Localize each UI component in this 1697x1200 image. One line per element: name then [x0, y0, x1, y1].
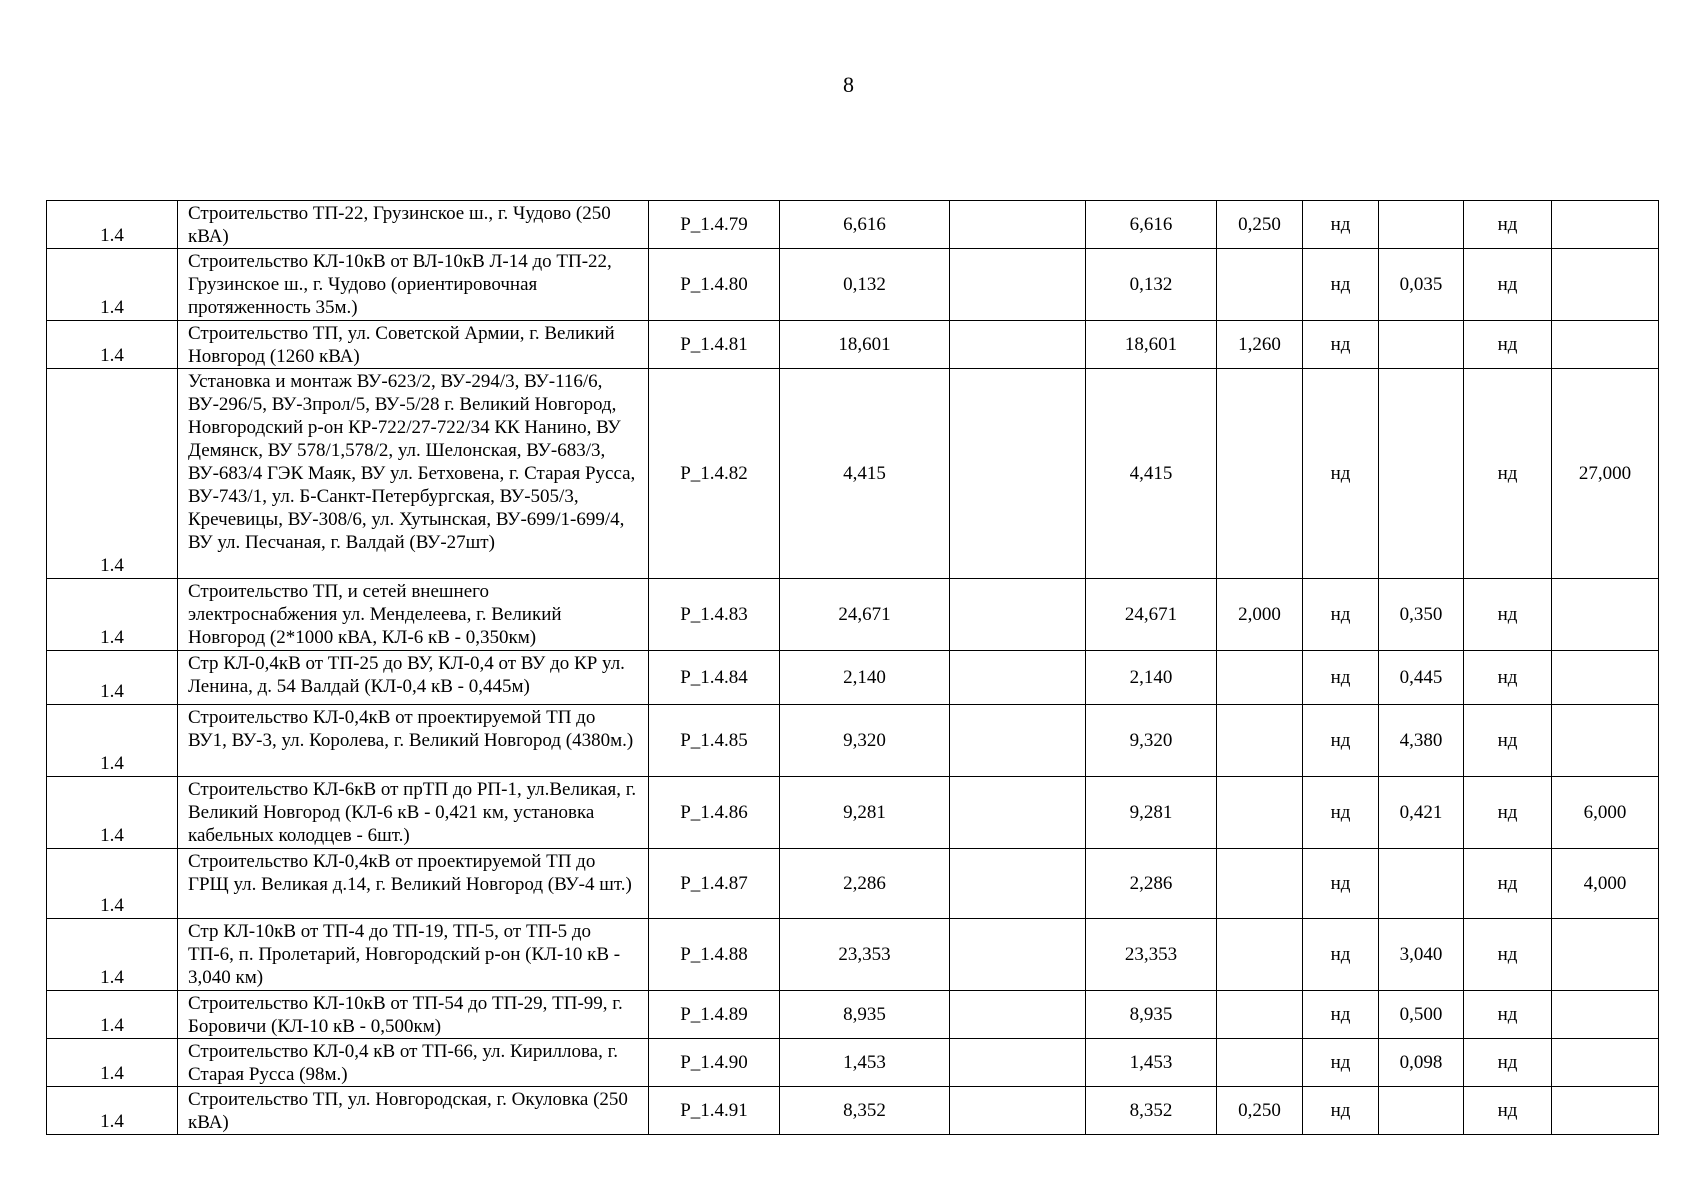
- nd-cell-2: нд: [1464, 1039, 1552, 1087]
- table-row: [47, 201, 1659, 249]
- project-code-cell: P_1.4.86: [649, 777, 780, 849]
- nd-cell-2: нд: [1464, 651, 1552, 705]
- value-cell-2: [950, 777, 1086, 849]
- table-row: [47, 369, 1659, 579]
- investment-table: [46, 200, 1659, 1135]
- length-cell: [1379, 1087, 1464, 1135]
- project-code-cell: P_1.4.82: [649, 369, 780, 579]
- section-cell: 1.4: [47, 1039, 178, 1087]
- section-cell: 1.4: [47, 651, 178, 705]
- units-cell: [1552, 1087, 1659, 1135]
- description-cell: Стр КЛ-0,4кВ от ТП-25 до ВУ, КЛ-0,4 от ВУ до КР ул. Ленина, д. 54 Валдай (КЛ-0,4 кВ - 0,445м): [178, 651, 649, 705]
- value-cell-3: 24,671: [1086, 579, 1217, 651]
- capacity-cell: 2,000: [1217, 579, 1303, 651]
- length-cell: [1379, 369, 1464, 579]
- value-cell-2: [950, 849, 1086, 919]
- value-cell-1: 4,415: [780, 369, 950, 579]
- section-cell: 1.4: [47, 249, 178, 321]
- value-cell-2: [950, 201, 1086, 249]
- units-cell: 27,000: [1552, 369, 1659, 579]
- nd-cell-2: нд: [1464, 1087, 1552, 1135]
- section-cell: 1.4: [47, 991, 178, 1039]
- nd-cell-1: нд: [1303, 369, 1379, 579]
- length-cell: 4,380: [1379, 705, 1464, 777]
- value-cell-2: [950, 321, 1086, 369]
- value-cell-3: 2,286: [1086, 849, 1217, 919]
- nd-cell-1: нд: [1303, 1039, 1379, 1087]
- value-cell-1: 8,352: [780, 1087, 950, 1135]
- project-code-cell: P_1.4.81: [649, 321, 780, 369]
- units-cell: 4,000: [1552, 849, 1659, 919]
- length-cell: 0,350: [1379, 579, 1464, 651]
- value-cell-3: 0,132: [1086, 249, 1217, 321]
- project-code-cell: P_1.4.87: [649, 849, 780, 919]
- table-row: [47, 991, 1659, 1039]
- nd-cell-2: нд: [1464, 249, 1552, 321]
- project-code-cell: P_1.4.85: [649, 705, 780, 777]
- value-cell-2: [950, 705, 1086, 777]
- value-cell-1: 18,601: [780, 321, 950, 369]
- description-cell: Строительство КЛ-6кВ от прТП до РП-1, ул.Великая, г. Великий Новгород (КЛ-6 кВ - 0,421 км, установка кабельных колодцев - 6шт.): [178, 777, 649, 849]
- value-cell-2: [950, 919, 1086, 991]
- units-cell: [1552, 1039, 1659, 1087]
- length-cell: 3,040: [1379, 919, 1464, 991]
- value-cell-1: 23,353: [780, 919, 950, 991]
- capacity-cell: [1217, 1039, 1303, 1087]
- capacity-cell: [1217, 249, 1303, 321]
- nd-cell-2: нд: [1464, 849, 1552, 919]
- capacity-cell: [1217, 849, 1303, 919]
- table-row: [47, 321, 1659, 369]
- capacity-cell: [1217, 369, 1303, 579]
- section-cell: 1.4: [47, 1087, 178, 1135]
- nd-cell-1: нд: [1303, 249, 1379, 321]
- capacity-cell: [1217, 705, 1303, 777]
- capacity-cell: [1217, 919, 1303, 991]
- project-code-cell: P_1.4.88: [649, 919, 780, 991]
- nd-cell-1: нд: [1303, 991, 1379, 1039]
- value-cell-2: [950, 651, 1086, 705]
- nd-cell-2: нд: [1464, 919, 1552, 991]
- length-cell: 0,421: [1379, 777, 1464, 849]
- value-cell-3: 18,601: [1086, 321, 1217, 369]
- nd-cell-2: нд: [1464, 321, 1552, 369]
- nd-cell-2: нд: [1464, 579, 1552, 651]
- table-row: [47, 579, 1659, 651]
- nd-cell-2: нд: [1464, 705, 1552, 777]
- section-cell: 1.4: [47, 849, 178, 919]
- value-cell-2: [950, 1039, 1086, 1087]
- capacity-cell: [1217, 777, 1303, 849]
- table-row: [47, 1087, 1659, 1135]
- description-cell: Строительство КЛ-10кВ от ТП-54 до ТП-29, ТП-99, г. Боровичи (КЛ-10 кВ - 0,500км): [178, 991, 649, 1039]
- capacity-cell: [1217, 991, 1303, 1039]
- table-body: [47, 201, 1659, 1135]
- capacity-cell: [1217, 651, 1303, 705]
- value-cell-2: [950, 369, 1086, 579]
- value-cell-1: 9,281: [780, 777, 950, 849]
- value-cell-1: 6,616: [780, 201, 950, 249]
- nd-cell-1: нд: [1303, 849, 1379, 919]
- value-cell-3: 23,353: [1086, 919, 1217, 991]
- nd-cell-1: нд: [1303, 201, 1379, 249]
- project-code-cell: P_1.4.84: [649, 651, 780, 705]
- nd-cell-1: нд: [1303, 1087, 1379, 1135]
- units-cell: [1552, 991, 1659, 1039]
- section-cell: 1.4: [47, 321, 178, 369]
- length-cell: [1379, 201, 1464, 249]
- units-cell: [1552, 249, 1659, 321]
- value-cell-2: [950, 991, 1086, 1039]
- nd-cell-2: нд: [1464, 369, 1552, 579]
- nd-cell-1: нд: [1303, 651, 1379, 705]
- project-code-cell: P_1.4.89: [649, 991, 780, 1039]
- capacity-cell: 0,250: [1217, 201, 1303, 249]
- table-row: [47, 651, 1659, 705]
- nd-cell-1: нд: [1303, 321, 1379, 369]
- section-cell: 1.4: [47, 777, 178, 849]
- value-cell-1: 8,935: [780, 991, 950, 1039]
- description-cell: Строительство ТП, ул. Новгородская, г. Окуловка (250 кВА): [178, 1087, 649, 1135]
- value-cell-2: [950, 249, 1086, 321]
- value-cell-1: 2,286: [780, 849, 950, 919]
- length-cell: 0,445: [1379, 651, 1464, 705]
- value-cell-1: 9,320: [780, 705, 950, 777]
- table-row: [47, 1039, 1659, 1087]
- value-cell-3: 2,140: [1086, 651, 1217, 705]
- value-cell-3: 6,616: [1086, 201, 1217, 249]
- description-cell: Строительство КЛ-0,4кВ от проектируемой ТП до ГРЩ ул. Великая д.14, г. Великий Новгород (ВУ-4 шт.): [178, 849, 649, 919]
- project-code-cell: P_1.4.80: [649, 249, 780, 321]
- table-row: [47, 705, 1659, 777]
- section-cell: 1.4: [47, 369, 178, 579]
- project-code-cell: P_1.4.91: [649, 1087, 780, 1135]
- nd-cell-1: нд: [1303, 777, 1379, 849]
- value-cell-3: 4,415: [1086, 369, 1217, 579]
- description-cell: Строительство КЛ-10кВ от ВЛ-10кВ Л-14 до ТП-22, Грузинское ш., г. Чудово (ориентировочная протяженность 35м.): [178, 249, 649, 321]
- length-cell: [1379, 321, 1464, 369]
- length-cell: 0,098: [1379, 1039, 1464, 1087]
- units-cell: [1552, 651, 1659, 705]
- section-cell: 1.4: [47, 579, 178, 651]
- page-number: 8: [843, 72, 854, 97]
- value-cell-3: 9,281: [1086, 777, 1217, 849]
- project-code-cell: P_1.4.83: [649, 579, 780, 651]
- units-cell: 6,000: [1552, 777, 1659, 849]
- nd-cell-2: нд: [1464, 777, 1552, 849]
- value-cell-1: 0,132: [780, 249, 950, 321]
- project-code-cell: P_1.4.79: [649, 201, 780, 249]
- description-cell: Строительство ТП, и сетей внешнего электроснабжения ул. Менделеева, г. Великий Новгород (2*1000 кВА, КЛ-6 кВ - 0,350км): [178, 579, 649, 651]
- description-cell: Строительство КЛ-0,4кВ от проектируемой ТП до ВУ1, ВУ-3, ул. Королева, г. Великий Новгород (4380м.): [178, 705, 649, 777]
- value-cell-1: 2,140: [780, 651, 950, 705]
- section-cell: 1.4: [47, 919, 178, 991]
- value-cell-1: 1,453: [780, 1039, 950, 1087]
- length-cell: 0,500: [1379, 991, 1464, 1039]
- table-row: [47, 919, 1659, 991]
- nd-cell-2: нд: [1464, 991, 1552, 1039]
- description-cell: Установка и монтаж ВУ-623/2, ВУ-294/3, ВУ-116/6, ВУ-296/5, ВУ-3прол/5, ВУ-5/28 г. Великий Новгород, Новгородский р-он КР-722/27-722/34 КК Нанино, ВУ Демянск, ВУ 578/1,578/2, ул. Шелонская, ВУ-683/3, ВУ-683/4 ГЭК Маяк, ВУ ул. Бетховена, г. Старая Русса, ВУ-743/1, ул. Б-Санкт-Петербургская, ВУ-505/3, Кречевицы, ВУ-308/6, ул. Хутынская, ВУ-699/1-699/4, ВУ ул. Песчаная, г. Валдай (ВУ-27шт): [178, 369, 649, 579]
- length-cell: [1379, 849, 1464, 919]
- value-cell-3: 1,453: [1086, 1039, 1217, 1087]
- value-cell-2: [950, 1087, 1086, 1135]
- description-cell: Строительство ТП, ул. Советской Армии, г. Великий Новгород (1260 кВА): [178, 321, 649, 369]
- description-cell: Строительство КЛ-0,4 кВ от ТП-66, ул. Кириллова, г. Старая Русса (98м.): [178, 1039, 649, 1087]
- nd-cell-1: нд: [1303, 919, 1379, 991]
- table-row: [47, 777, 1659, 849]
- section-cell: 1.4: [47, 201, 178, 249]
- project-code-cell: P_1.4.90: [649, 1039, 780, 1087]
- capacity-cell: 0,250: [1217, 1087, 1303, 1135]
- description-cell: Стр КЛ-10кВ от ТП-4 до ТП-19, ТП-5, от ТП-5 до ТП-6, п. Пролетарий, Новгородский р-он (КЛ-10 кВ - 3,040 км): [178, 919, 649, 991]
- units-cell: [1552, 321, 1659, 369]
- table-row: [47, 249, 1659, 321]
- units-cell: [1552, 705, 1659, 777]
- value-cell-3: 9,320: [1086, 705, 1217, 777]
- value-cell-3: 8,935: [1086, 991, 1217, 1039]
- capacity-cell: 1,260: [1217, 321, 1303, 369]
- description-cell: Строительство ТП-22, Грузинское ш., г. Чудово (250 кВА): [178, 201, 649, 249]
- units-cell: [1552, 919, 1659, 991]
- nd-cell-1: нд: [1303, 579, 1379, 651]
- value-cell-1: 24,671: [780, 579, 950, 651]
- units-cell: [1552, 579, 1659, 651]
- nd-cell-2: нд: [1464, 201, 1552, 249]
- table-row: [47, 849, 1659, 919]
- length-cell: 0,035: [1379, 249, 1464, 321]
- units-cell: [1552, 201, 1659, 249]
- section-cell: 1.4: [47, 705, 178, 777]
- value-cell-2: [950, 579, 1086, 651]
- value-cell-3: 8,352: [1086, 1087, 1217, 1135]
- nd-cell-1: нд: [1303, 705, 1379, 777]
